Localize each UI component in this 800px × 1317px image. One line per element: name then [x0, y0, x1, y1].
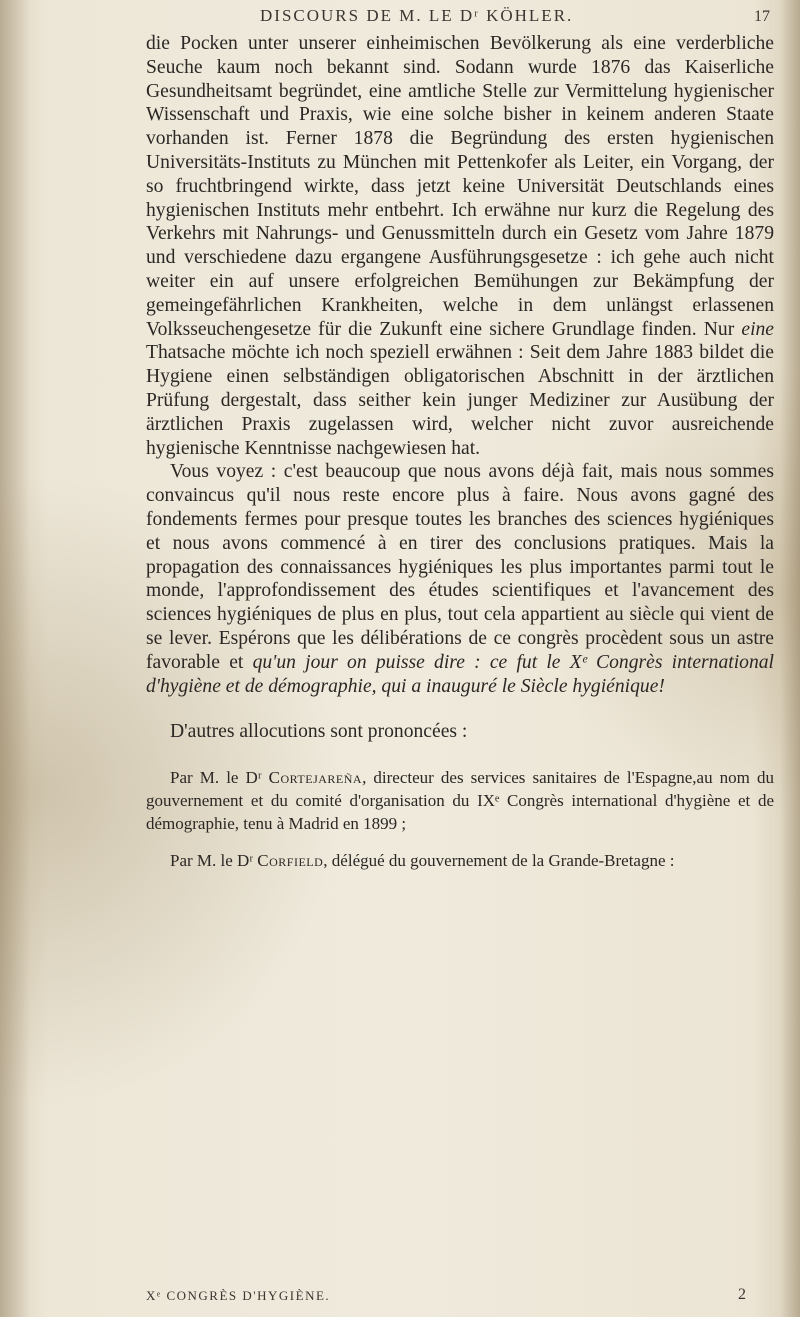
paragraph-corfield: Par M. le Dʳ Corfield, délégué du gouvernement de la Grande-Bretagne :: [170, 851, 675, 871]
body-text: [146, 32, 774, 872]
signature-label: Xᵉ CONGRÈS D'HYGIÈNE.: [146, 1288, 331, 1303]
page-number: 17: [754, 8, 770, 25]
page-edge-shadow: [780, 0, 800, 1317]
page-header: [120, 6, 780, 32]
page-footer: [146, 1288, 774, 1308]
binding-shadow: [0, 0, 30, 1317]
paragraph-cortejarena: Par M. le Dʳ Cortejareña, directeur des services sanitaires de l'Espagne,au nom du gouvernement et du comité d'organisation du IXᵉ Congrès international d'hygiène et de démographie, tenu à Madrid en 1899 ;: [146, 768, 774, 834]
paragraph-other-speeches: D'autres allocutions sont prononcées :: [170, 721, 468, 743]
running-head: DISCOURS DE M. LE Dʳ KÖHLER.: [260, 6, 574, 25]
paragraph-german: die Pocken unter unserer einheimischen Bevölkerung als eine verderbliche Seuche kaum noch bekannt sind. Sodann wurde 1876 das Kaiserliche Gesundheitsamt begründet, eine amtliche Stelle zur Vermittelung hygienischer Wissenschaft und Praxis, wie eine solche bisher in keinem anderen Staate vorhanden ist. Ferner 1878 die Begründung des ersten hygienischen Universitäts-Instituts zu München mit Pettenkofer als Leiter, ein Vorgang, der so fruchtbringend wirkte, dass jetzt keine Universität Deutschlands eines hygienischen Instituts mehr entbehrt. Ich erwähne nur kurz die Regelung des Verkehrs mit Nahrungs- und Genussmitteln durch ein Gesetz vom Jahre 1879 und verschiedene dazu ergangene Ausführungsgesetze : ich gehe auch nicht weiter ein auf unsere erfolgreichen Bemühungen zur Bekämpfung der gemeingefährlichen Krankheiten, welche in dem unlängst erlassenen Volksseuchengesetze für die Zukunft eine sichere Grundlage finden. Nur eine Thatsache möchte ich noch speziell erwähnen : Seit dem Jahre 1883 bildet die Hygiene einen selbständigen obligatorischen Abschnitt in der ärztlichen Prüfung dergestalt, dass seither kein junger Mediziner zur Ausübung der ärztlichen Praxis zugelassen wird, welcher nicht zuvor ausreichende hygienische Kenntnisse nachgewiesen hat.: [146, 33, 775, 459]
paragraph-french-speech: Vous voyez : c'est beaucoup que nous avons déjà fait, mais nous sommes convaincus qu'il nous reste encore plus à faire. Nous avons gagné des fondements fermes pour presque toutes les branches des sciences hygiéniques et nous avons commencé à en tirer des conclusions pratiques. Mais la propagation des connaissances hygiéniques les plus importantes parmi tout le monde, l'approfondissement des études scientifiques et l'avancement des sciences hygiéniques de plus en plus, tout cela appartient au siècle qui vient de se lever. Espérons que les délibérations de ce congrès procèdent sous un astre favorable et qu'un jour on puisse dire : ce fut le Xᵉ Congrès international d'hygiène et de démographie, qui a inauguré le Siècle hygiénique!: [146, 461, 774, 697]
signature-mark: 2: [738, 1286, 746, 1303]
